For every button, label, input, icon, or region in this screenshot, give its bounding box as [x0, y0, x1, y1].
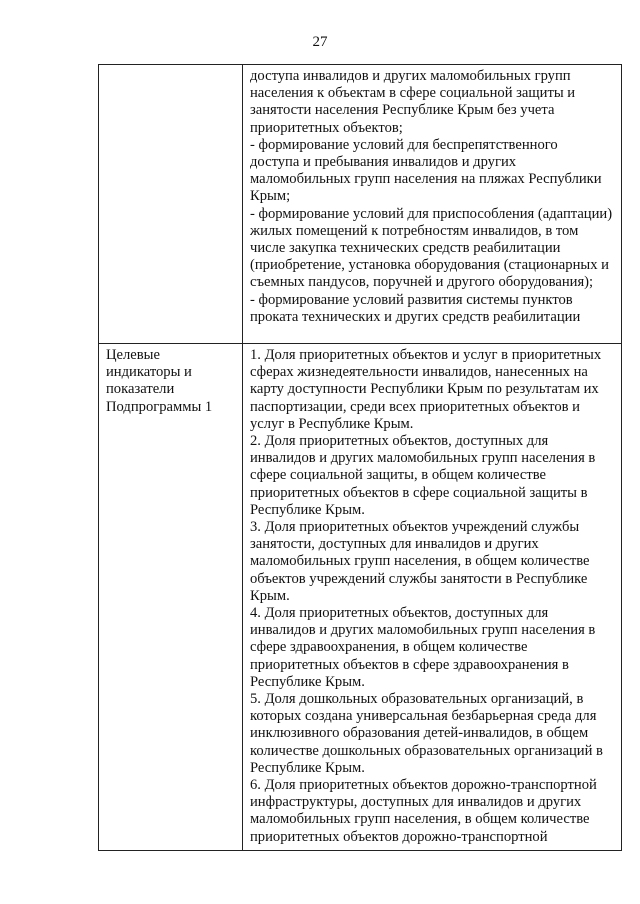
row-content-cell [243, 344, 622, 851]
text-line: Республике Крым. [250, 759, 365, 776]
row-content-cell [243, 65, 622, 344]
text-line: индикаторы и [106, 364, 192, 381]
text-line: 5. Доля дошкольных образовательных организаций, в [250, 691, 584, 708]
text-line: 1. Доля приоритетных объектов и услуг в приоритетных [250, 347, 602, 363]
text-line: приоритетных объектов; [250, 119, 403, 136]
text-line: (приобретение, установка оборудования (стационарных и [250, 257, 609, 274]
page-number: 27 [312, 34, 328, 50]
text-line: жилых помещений к потребностям инвалидов, в том [250, 222, 579, 239]
text-line: сфере здравоохранения, в общем количестве [250, 639, 528, 656]
text-line: проката технических и других средств реабилитации [250, 308, 581, 325]
text-line: приоритетных объектов в сфере здравоохранения в [250, 656, 569, 673]
text-line: 4. Доля приоритетных объектов, доступных для [250, 605, 549, 622]
text-line: услуг в Республике Крым. [250, 415, 414, 432]
text-line: - формирование условий развития системы пунктов [250, 291, 573, 308]
text-line: доступа инвалидов и других маломобильных групп [250, 68, 571, 84]
text-line: приоритетных объектов дорожно-транспортной [250, 828, 548, 845]
text-line: числе закупка технических средств реабилитации [250, 240, 561, 257]
text-line: инклюзивного образования детей-инвалидов, в общем [250, 725, 589, 742]
text-line: Крым. [250, 587, 290, 604]
text-line: количестве дошкольных образовательных организаций в [250, 742, 603, 759]
row-label-cell [99, 65, 243, 344]
text-line: населения к объектам в сфере социальной защиты и [250, 85, 576, 102]
text-line: маломобильных групп населения, в общем количестве [250, 811, 590, 828]
text-line: приоритетных объектов в сфере социальной защиты в [250, 484, 588, 501]
text-line: доступа и пребывания инвалидов и других [250, 154, 517, 171]
text-line: Целевые [106, 347, 160, 363]
program-table [98, 64, 622, 851]
text-line: Крым; [250, 188, 291, 205]
text-line: карту доступности Республики Крым по результатам их [250, 381, 599, 398]
text-line: сферах жизнедеятельности инвалидов, нанесенных на [250, 364, 588, 381]
text-line: Подпрограммы 1 [106, 398, 213, 415]
text-line: маломобильных групп населения на пляжах Республики [250, 171, 602, 188]
text-line: инфраструктуры, доступных для инвалидов и других [250, 794, 582, 811]
text-line: паспортизации, среди всех приоритетных объектов и [250, 398, 580, 415]
text-line: которых создана универсальная безбарьерная среда для [250, 708, 597, 725]
text-line: 2. Доля приоритетных объектов, доступных для [250, 433, 549, 450]
table-row [99, 344, 622, 851]
text-line: 6. Доля приоритетных объектов дорожно-транспортной [250, 777, 597, 794]
text-line: Республике Крым. [250, 501, 365, 518]
text-line: маломобильных групп населения, в общем количестве [250, 553, 590, 570]
text-line: - формирование условий для приспособления (адаптации) [250, 205, 613, 222]
text-line: инвалидов и других маломобильных групп населения в [250, 450, 596, 467]
text-line: объектов учреждений службы занятости в Республике [250, 570, 588, 587]
text-line: съемных пандусов, поручней и другого оборудования); [250, 274, 594, 291]
text-line: - формирование условий для беспрепятственного [250, 136, 558, 153]
text-line: сфере социальной защиты, в общем количестве [250, 467, 547, 484]
text-line: 3. Доля приоритетных объектов учреждений службы [250, 519, 580, 536]
text-line: инвалидов и других маломобильных групп населения в [250, 622, 596, 639]
text-line: Республике Крым. [250, 673, 365, 690]
table-row [99, 65, 622, 344]
text-line: занятости, доступных для инвалидов и других [250, 536, 539, 553]
text-line: занятости населения Республике Крым без учета [250, 102, 555, 119]
text-line: показатели [106, 381, 175, 398]
row-label-cell [99, 344, 243, 851]
